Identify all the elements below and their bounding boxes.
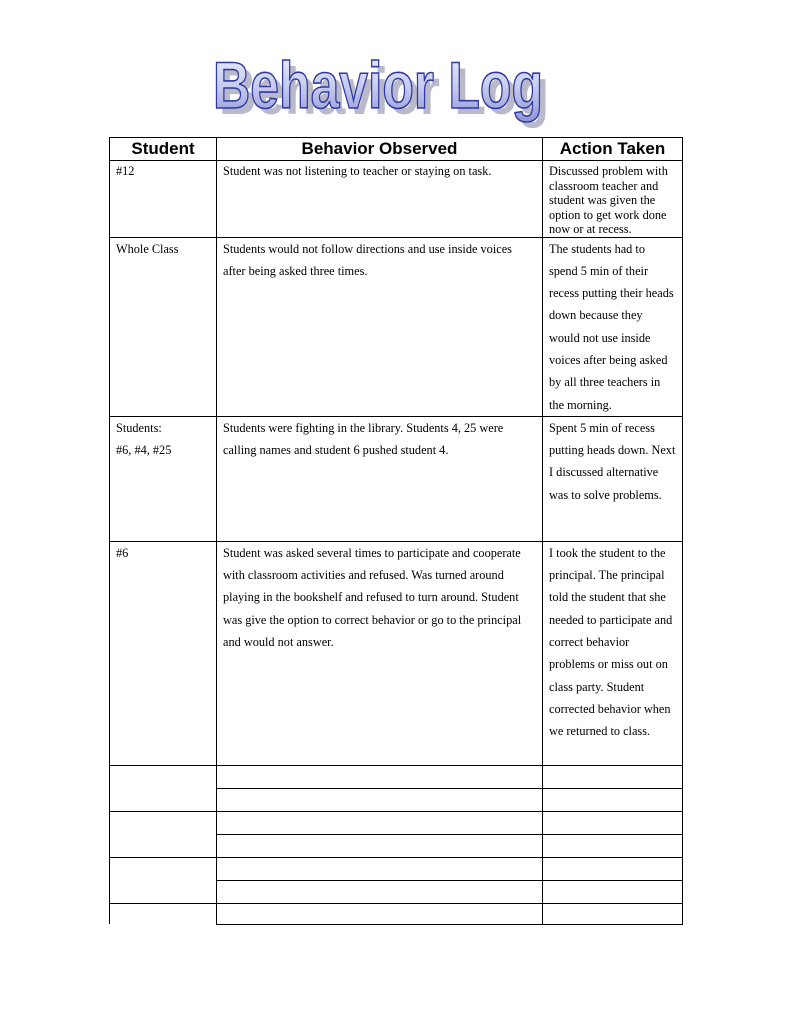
empty-row xyxy=(110,765,683,788)
empty-row xyxy=(110,857,683,880)
table-row xyxy=(110,416,683,541)
student-cell-line-2: #6, #4, #25 xyxy=(116,443,172,458)
empty-cell xyxy=(217,857,543,880)
header-row xyxy=(110,138,683,161)
empty-cell xyxy=(110,765,217,811)
action-cell: The students had to spend 5 min of their recess putting their heads down because they would not use inside voices after being asked by all three teachers in the morning. xyxy=(549,241,674,412)
title-wordart xyxy=(205,45,565,135)
table-row xyxy=(110,161,683,238)
header-action: Action Taken xyxy=(543,138,683,161)
action-cell: I took the student to the principal. The principal told the student that she needed to participate and correct behavior problems or miss out on class party. Student corrected behavior when we returned to class. xyxy=(549,545,673,739)
empty-cell xyxy=(110,903,217,924)
behavior-log-table xyxy=(109,137,683,925)
empty-cell xyxy=(543,834,683,857)
empty-cell xyxy=(217,811,543,834)
empty-cell xyxy=(217,788,543,811)
page-title: Behavior Log xyxy=(213,48,543,122)
empty-row xyxy=(110,811,683,834)
empty-cell xyxy=(217,903,543,924)
action-cell: Discussed problem with classroom teacher and student was given the option to get work done now or at recess. xyxy=(549,164,668,236)
behavior-cell: Student was not listening to teacher or staying on task. xyxy=(223,164,492,178)
behavior-cell: Students would not follow directions and use inside voices after being asked three times. xyxy=(223,241,512,278)
empty-cell xyxy=(217,765,543,788)
student-cell: #12 xyxy=(116,164,135,178)
empty-cell xyxy=(543,903,683,924)
empty-cell xyxy=(217,880,543,903)
header-student: Student xyxy=(110,138,217,161)
empty-cell xyxy=(543,788,683,811)
student-cell: #6 xyxy=(116,545,129,560)
empty-cell xyxy=(217,834,543,857)
empty-cell xyxy=(543,765,683,788)
action-cell: Spent 5 min of recess putting heads down. Next I discussed alternative was to solve problems. xyxy=(549,420,676,502)
behavior-cell: Students were fighting in the library. Students 4, 25 were calling names and student 6 pushed student 4. xyxy=(223,420,504,458)
empty-cell xyxy=(543,811,683,834)
table-row xyxy=(110,237,683,416)
empty-cell xyxy=(110,857,217,903)
empty-cell xyxy=(543,857,683,880)
student-cell-line-1: Students: xyxy=(116,420,162,435)
empty-cell xyxy=(543,880,683,903)
student-cell: Whole Class xyxy=(116,241,179,256)
empty-cell xyxy=(110,811,217,857)
header-behavior: Behavior Observed xyxy=(217,138,543,161)
empty-row xyxy=(110,903,683,924)
behavior-cell: Student was asked several times to participate and cooperate with classroom activities and refused. Was turned around playing in the bookshelf and refused to turn around. Student was give the option to correct behavior or go to the principal and would not answer. xyxy=(223,545,522,650)
table-row xyxy=(110,541,683,765)
title-shadow: Behavior Log xyxy=(219,54,549,128)
